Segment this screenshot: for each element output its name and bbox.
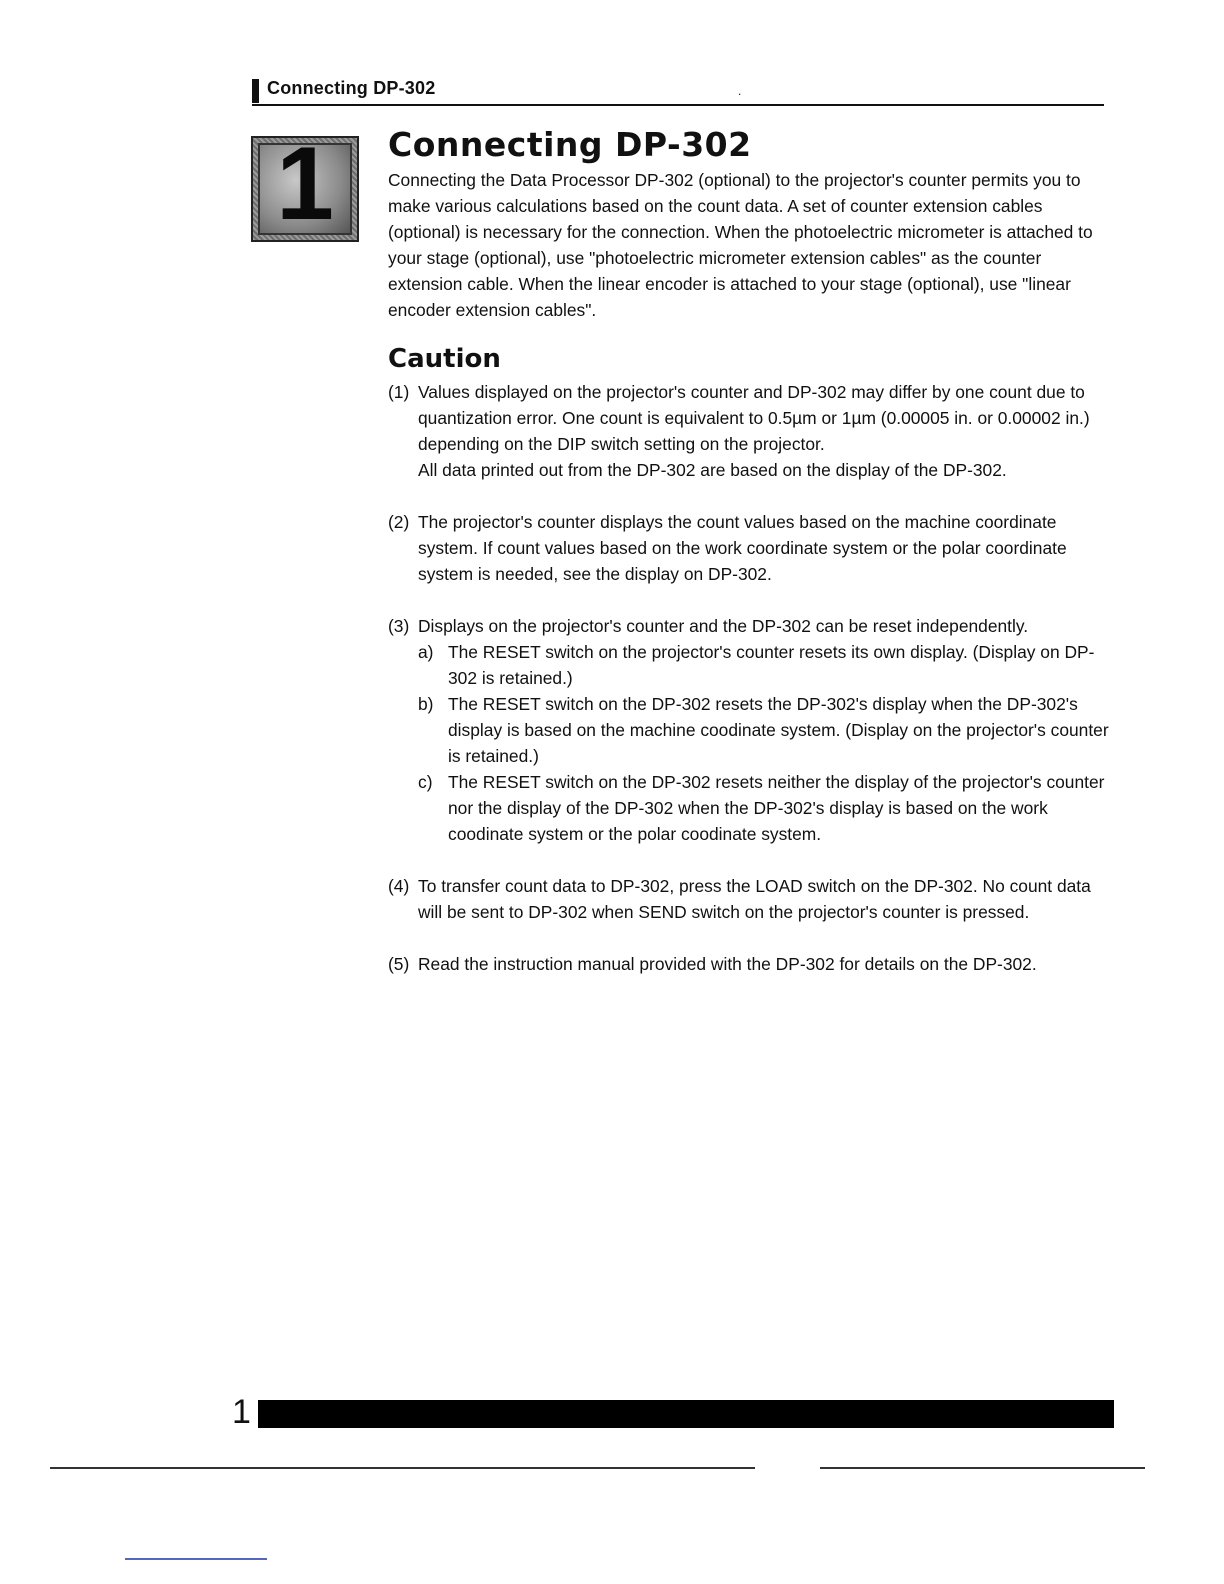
footer-rule-right <box>820 1467 1145 1469</box>
header-marker-bar <box>252 79 259 103</box>
caution-item-number: (4) <box>388 876 410 897</box>
scan-edge-line <box>125 1558 267 1560</box>
main-content <box>388 122 1113 1003</box>
caution-item-text: To transfer count data to DP-302, press the LOAD switch on the DP-302. No count data will be sent to DP-302 when SEND switch on the projector's counter is pressed. <box>418 876 1091 923</box>
footer-rule-left <box>50 1467 755 1469</box>
sub-item-letter: a) <box>418 642 434 663</box>
page-number: 1 <box>232 1393 251 1431</box>
caution-list <box>388 379 1113 977</box>
caution-item-text: The projector's counter displays the count values based on the machine coordinate system. If count values based on the work coordinate system or the polar coordinate system is needed, see the display on DP-302. <box>418 512 1067 585</box>
caution-heading: Caution <box>388 344 501 375</box>
caution-item-number: (1) <box>388 382 410 403</box>
sub-item-b <box>418 691 1113 769</box>
caution-item-text: Displays on the projector's counter and the DP-302 can be reset independently. <box>418 616 1029 637</box>
caution-item-4 <box>388 873 1113 925</box>
sub-item-c <box>418 769 1113 847</box>
caution-item-5 <box>388 951 1113 977</box>
reset-sub-list <box>418 639 1113 847</box>
sub-item-text: The RESET switch on the DP-302 resets the DP-302's display when the DP-302's display is based on the machine coodinate system. (Display on the projector's counter is retained.) <box>448 694 1109 767</box>
sub-item-text: The RESET switch on the DP-302 resets neither the display of the projector's counter nor the display of the DP-302 when the DP-302's display is based on the work coodinate system or the polar coodinate system. <box>448 772 1105 845</box>
sub-item-a <box>418 639 1113 691</box>
header-dot: . <box>738 84 742 98</box>
caution-item-1 <box>388 379 1113 483</box>
sub-item-text: The RESET switch on the projector's counter resets its own display. (Display on DP-302 is retained.) <box>448 642 1095 689</box>
caution-item-number: (5) <box>388 954 410 975</box>
sub-item-letter: c) <box>418 772 433 793</box>
footer-black-bar <box>258 1400 1114 1428</box>
sub-item-letter: b) <box>418 694 434 715</box>
caution-item-number: (3) <box>388 616 410 637</box>
page-title: Connecting DP-302 <box>388 125 752 164</box>
caution-item-2 <box>388 509 1113 587</box>
running-header-title: Connecting DP-302 <box>267 78 436 98</box>
chapter-number-badge <box>251 136 359 242</box>
caution-item-3 <box>388 613 1113 847</box>
intro-paragraph: Connecting the Data Processor DP-302 (optional) to the projector's counter permits you to make various calculations based on the count data. A set of counter extension cables (optional) is necessary for the connection. When the photoelectric micrometer is attached to your stage (optional), use "photoelectric micrometer extension cables" as the counter extension cable. When the linear encoder is attached to your stage (optional), use "linear encoder extension cables". <box>388 170 1093 320</box>
chapter-number: 1 <box>276 136 334 242</box>
caution-item-number: (2) <box>388 512 410 533</box>
caution-item-text: Read the instruction manual provided with the DP-302 for details on the DP-302. <box>418 954 1037 975</box>
caution-item-note: All data printed out from the DP-302 are based on the display of the DP-302. <box>418 460 1007 481</box>
caution-item-text: Values displayed on the projector's counter and DP-302 may differ by one count due to quantization error. One count is equivalent to 0.5µm or 1µm (0.00005 in. or 0.00002 in.) depending on the DIP switch setting on the projector. <box>418 382 1090 455</box>
running-header <box>252 76 1104 106</box>
